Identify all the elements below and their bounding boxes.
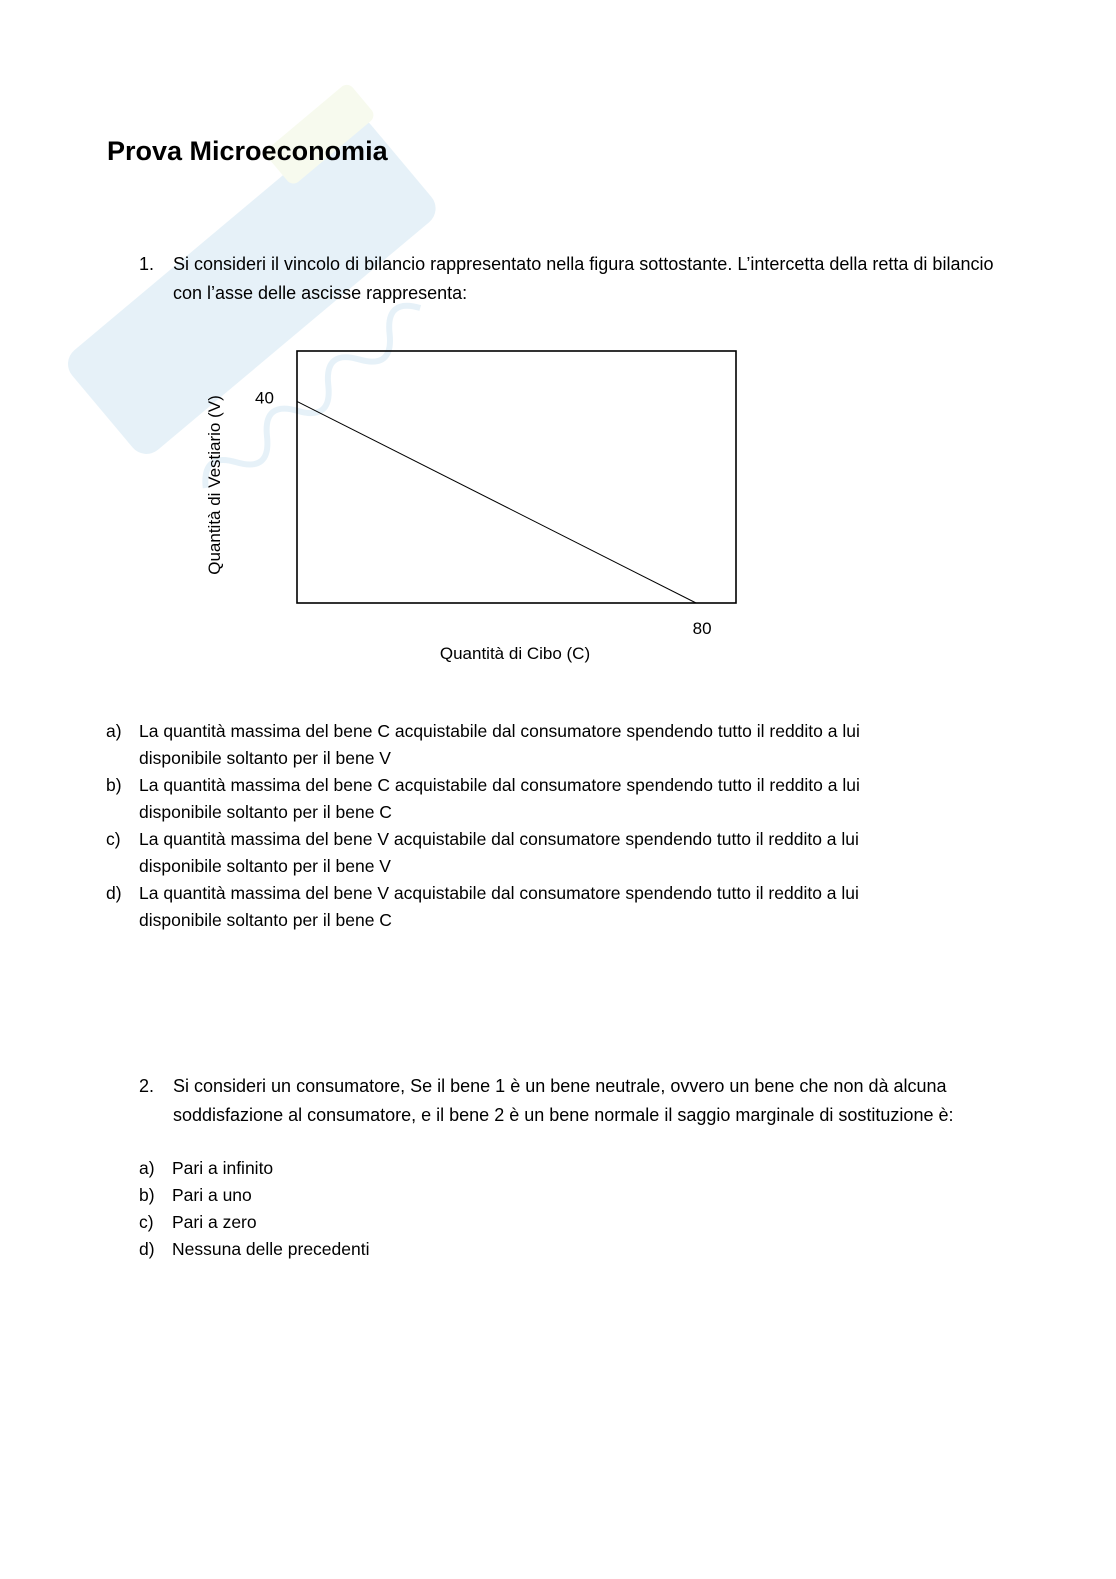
option-letter: c): [106, 829, 121, 849]
option-text: Pari a infinito: [172, 1158, 274, 1178]
option-letter: b): [139, 1185, 155, 1205]
option-letter: b): [106, 775, 122, 795]
question-2-number: 2.: [139, 1076, 155, 1096]
y-axis-label: Quantità di Vestiario (V): [205, 395, 224, 575]
option-text: Pari a uno: [172, 1185, 252, 1205]
option-text: La quantità massima del bene V acquistabile dal consumatore spendendo tutto il reddito a lui disponibile soltanto per il bene C: [139, 883, 859, 930]
option-text: La quantità massima del bene C acquistabile dal consumatore spendendo tutto il reddito a lui disponibile soltanto per il bene V: [139, 721, 860, 768]
question-1-number: 1.: [139, 254, 155, 274]
option-text: Pari a zero: [172, 1212, 257, 1232]
x-axis-label: Quantità di Cibo (C): [439, 644, 591, 663]
option-letter: a): [139, 1158, 155, 1178]
plot-frame: [297, 351, 736, 603]
option-letter: d): [139, 1239, 155, 1259]
watermark-tag: [263, 82, 376, 187]
option-letter: c): [139, 1212, 154, 1232]
y-tick-label: 40: [255, 388, 274, 408]
question-2-text: Si consideri un consumatore, Se il bene 1 è un bene neutrale, ovvero un bene che non dà alcuna soddisfazione al consumatore, e il bene 2 è un bene normale il saggio marginale di sostituzione è:: [173, 1076, 954, 1125]
x-tick-label: 80: [692, 619, 712, 638]
page-title: Prova Microeconomia: [107, 136, 388, 166]
option-letter: d): [106, 883, 122, 903]
budget-constraint-chart: [200, 340, 760, 670]
option-text: Nessuna delle precedenti: [172, 1239, 370, 1259]
question-1-text: Si consideri il vincolo di bilancio rappresentato nella figura sottostante. L’intercetta della retta di bilancio con l’asse delle ascisse rappresenta:: [173, 254, 994, 303]
budget-line: [297, 401, 696, 603]
option-text: La quantità massima del bene C acquistabile dal consumatore spendendo tutto il reddito a lui disponibile soltanto per il bene C: [139, 775, 860, 822]
option-letter: a): [106, 721, 122, 741]
option-text: La quantità massima del bene V acquistabile dal consumatore spendendo tutto il reddito a lui disponibile soltanto per il bene V: [139, 829, 859, 876]
